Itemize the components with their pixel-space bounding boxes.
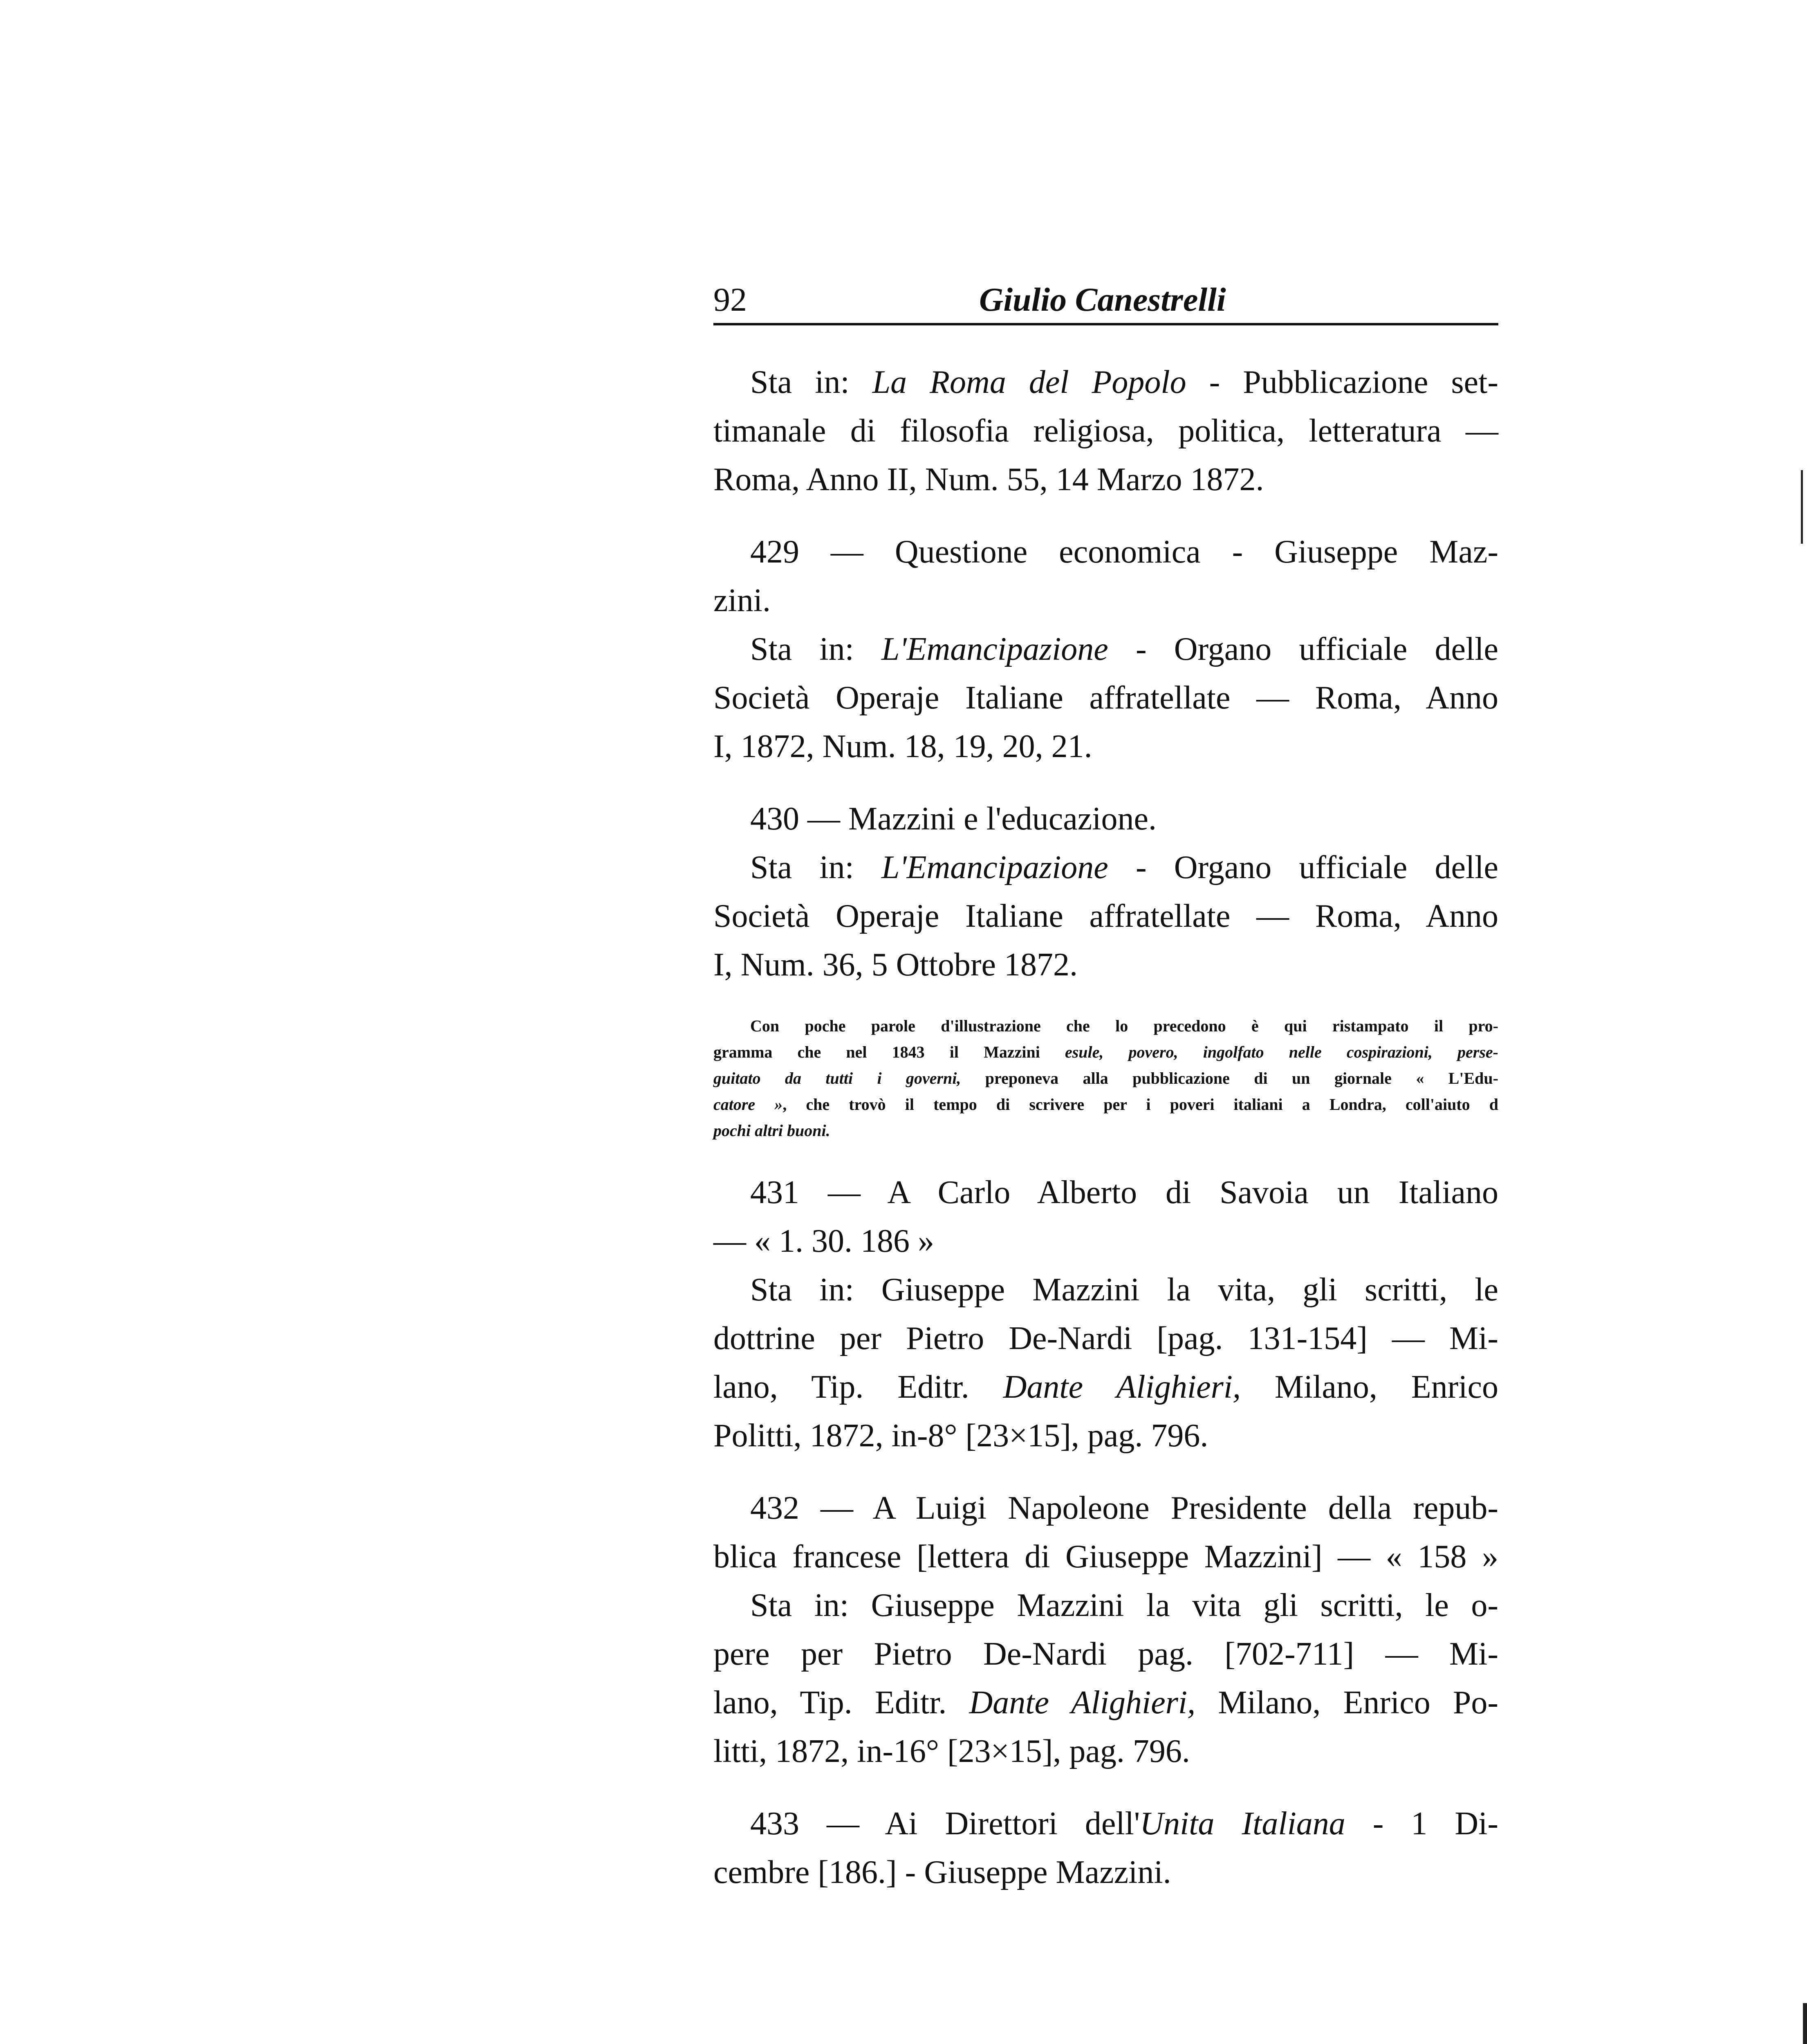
- line-text: Milano, Enrico: [1240, 1369, 1498, 1405]
- running-head: [713, 270, 1498, 325]
- text-line: [713, 1091, 1498, 1118]
- text-line: [713, 1039, 1498, 1065]
- line-text: 432 — A Luigi Napoleone Presidente della repub-: [750, 1490, 1498, 1526]
- editorial-note: [713, 1013, 1498, 1144]
- line-text: litti, 1872, in-16° [23×15], pag. 796.: [713, 1733, 1190, 1769]
- text-line: [713, 1266, 1498, 1314]
- entries-after: [713, 1168, 1498, 1897]
- bibliography-entry: [713, 528, 1498, 771]
- italic-title: catore »: [713, 1095, 783, 1114]
- entries-before: [713, 358, 1498, 989]
- line-text: Sta in: Giuseppe Mazzini la vita gli scritti, le o-: [750, 1587, 1498, 1623]
- italic-title: Dante Alighieri,: [1003, 1369, 1241, 1405]
- line-text: Sta in:: [750, 849, 881, 885]
- text-line: [713, 674, 1498, 722]
- body-text: [713, 358, 1498, 1897]
- running-title: Giulio Canestrelli: [979, 281, 1226, 318]
- line-text: dottrine per Pietro De-Nardi [pag. 131-154] — Mi-: [713, 1320, 1498, 1356]
- line-text: preponeva alla pubblicazione di un giornale « L'Edu-: [961, 1069, 1498, 1087]
- text-line: [713, 843, 1498, 892]
- text-line: [713, 1581, 1498, 1630]
- text-line: [713, 1118, 1498, 1144]
- text-line: [713, 1363, 1498, 1412]
- line-text: Sta in: Giuseppe Mazzini la vita, gli scritti, le: [750, 1272, 1498, 1308]
- line-text: zini.: [713, 583, 771, 619]
- line-text: - 1 Di-: [1345, 1806, 1498, 1842]
- text-line: [713, 625, 1498, 674]
- italic-title: L'Emancipazione: [881, 849, 1108, 885]
- text-line: [713, 1168, 1498, 1217]
- line-text: - Pubblicazione set-: [1186, 364, 1499, 400]
- text-line: [713, 528, 1498, 576]
- text-line: [713, 1800, 1498, 1848]
- line-text: - Organo ufficiale delle: [1108, 631, 1498, 667]
- italic-title: L'Emancipazione: [881, 631, 1108, 667]
- line-text: blica francese [lettera di Giuseppe Mazzini] — « 158 »: [713, 1539, 1498, 1575]
- line-text: Con poche parole d'illustrazione che lo precedono è qui ristampato il pro-: [750, 1017, 1498, 1035]
- text-line: [713, 1533, 1498, 1581]
- text-line: [713, 1679, 1498, 1727]
- book-page: [713, 270, 1498, 1921]
- line-text: — « 1. 30. 186 »: [713, 1223, 934, 1259]
- line-text: I, 1872, Num. 18, 19, 20, 21.: [713, 728, 1092, 764]
- text-line: [713, 795, 1498, 843]
- line-text: 430 — Mazzini e l'educazione.: [750, 801, 1157, 837]
- text-line: [713, 722, 1498, 771]
- line-text: pere per Pietro De-Nardi pag. [702-711] — Mi-: [713, 1636, 1498, 1672]
- text-line: [713, 358, 1498, 407]
- line-text: Milano, Enrico Po-: [1195, 1685, 1498, 1721]
- line-text: lano, Tip. Editr.: [713, 1369, 1003, 1405]
- bibliography-entry: [713, 795, 1498, 989]
- text-line: [713, 1484, 1498, 1533]
- line-text: 433 — Ai Direttori dell': [750, 1806, 1140, 1842]
- text-line: [713, 1848, 1498, 1897]
- scan-edge-mark: [1803, 2003, 1807, 2044]
- text-line: [713, 1727, 1498, 1776]
- italic-title: Dante Alighieri,: [969, 1685, 1196, 1721]
- italic-title: Unita Italiana: [1140, 1806, 1345, 1842]
- line-text: Politti, 1872, in-8° [23×15], pag. 796.: [713, 1418, 1208, 1454]
- italic-title: guitato da tutti i governi,: [713, 1069, 961, 1087]
- text-line: [713, 1217, 1498, 1266]
- line-text: lano, Tip. Editr.: [713, 1685, 969, 1721]
- text-line: [713, 1314, 1498, 1363]
- text-line: [713, 1065, 1498, 1091]
- bibliography-entry: [713, 1484, 1498, 1776]
- italic-title: La Roma del Popolo: [872, 364, 1186, 400]
- line-text: Società Operaje Italiane affratellate — Roma, Anno: [713, 898, 1498, 934]
- text-line: [713, 1412, 1498, 1460]
- scan-edge-mark: [1801, 470, 1803, 544]
- text-line: [713, 892, 1498, 941]
- text-line: [713, 455, 1498, 504]
- line-text: I, Num. 36, 5 Ottobre 1872.: [713, 947, 1078, 983]
- bibliography-entry: [713, 1800, 1498, 1897]
- line-text: - Organo ufficiale delle: [1108, 849, 1498, 885]
- line-text: Società Operaje Italiane affratellate — Roma, Anno: [713, 680, 1498, 716]
- italic-title: pochi altri buoni.: [713, 1121, 830, 1140]
- text-line: [713, 407, 1498, 455]
- text-line: [713, 1630, 1498, 1679]
- bibliography-entry: [713, 1168, 1498, 1460]
- page-number: 92: [713, 281, 747, 318]
- italic-title: esule, povero, ingolfato nelle cospirazioni, perse-: [1065, 1043, 1498, 1061]
- text-line: [713, 1013, 1498, 1039]
- line-text: , che trovò il tempo di scrivere per i poveri italiani a Londra, coll'aiuto d: [782, 1095, 1498, 1114]
- text-line: [713, 941, 1498, 989]
- line-text: 429 — Questione economica - Giuseppe Maz-: [750, 534, 1498, 570]
- line-text: Sta in:: [750, 631, 881, 667]
- line-text: timanale di filosofia religiosa, politica, letteratura —: [713, 413, 1498, 449]
- line-text: gramma che nel 1843 il Mazzini: [713, 1043, 1065, 1061]
- text-line: [713, 576, 1498, 625]
- line-text: cembre [186.] - Giuseppe Mazzini.: [713, 1854, 1171, 1890]
- line-text: 431 — A Carlo Alberto di Savoia un Italiano: [750, 1174, 1498, 1210]
- bibliography-entry: [713, 358, 1498, 504]
- line-text: Sta in:: [750, 364, 872, 400]
- line-text: Roma, Anno II, Num. 55, 14 Marzo 1872.: [713, 462, 1264, 498]
